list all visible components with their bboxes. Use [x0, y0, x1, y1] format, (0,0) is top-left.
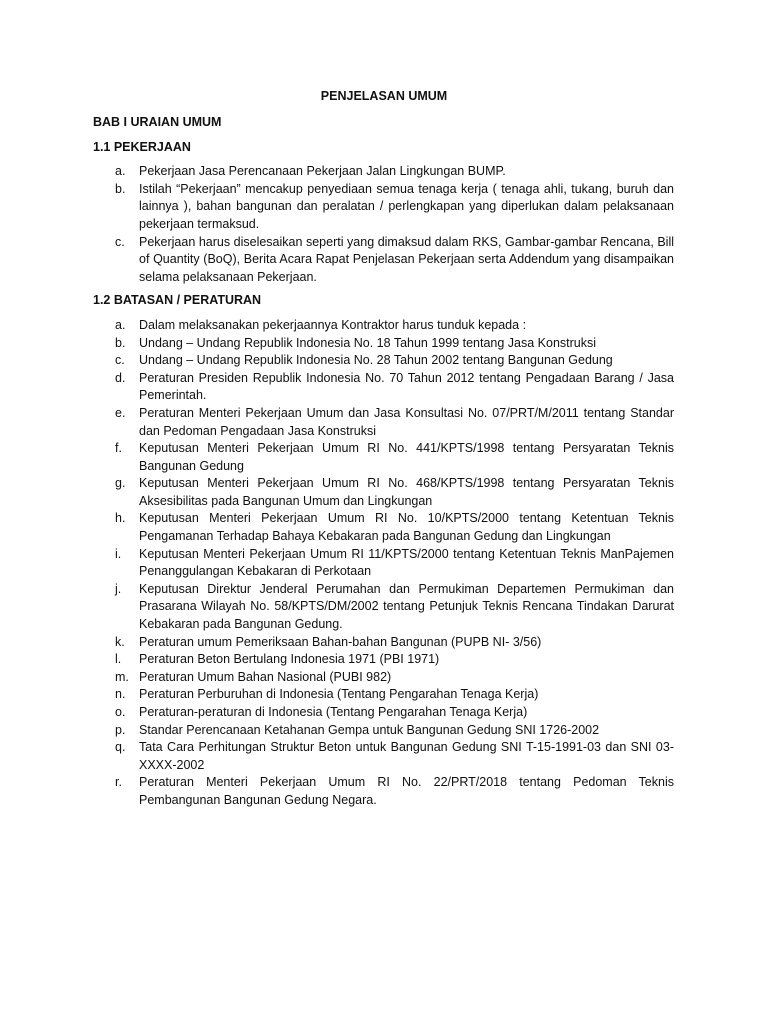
list-item [93, 440, 674, 475]
list-item [93, 634, 674, 652]
list-item-marker: f. [115, 441, 122, 456]
list-item-text: Istilah “Pekerjaan” mencakup penyediaan semua tenaga kerja ( tenaga ahli, tukang, buruh dan lainnya ), bahan bangunan dan peralatan / perlengkapan yang diperlukan dalam pelaksanaan pekerjaan termaksud. [139, 181, 674, 231]
list-item-marker: d. [115, 370, 126, 385]
list-item-marker: h. [115, 511, 126, 526]
list-item-text: Peraturan umum Pemeriksaan Bahan-bahan Bangunan (PUPB NI- 3/56) [139, 634, 542, 649]
list-item [93, 774, 674, 809]
list-item-text: Pekerjaan harus diselesaikan seperti yang dimaksud dalam RKS, Gambar-gambar Rencana, Bill of Quantity (BoQ), Berita Acara Rapat Penjelasan Pekerjaan serta Addendum yang disampaikan selama pelaksanaan Pekerjaan. [139, 234, 674, 284]
pekerjaan-list [93, 163, 674, 286]
list-item-text: Tata Cara Perhitungan Struktur Beton untuk Bangunan Gedung SNI T-15-1991-03 dan SNI 03-XXXX-2002 [139, 740, 674, 772]
list-item [93, 546, 674, 581]
list-item-marker: j. [115, 581, 122, 596]
list-item [93, 704, 674, 722]
list-item [93, 475, 674, 510]
list-item [93, 163, 674, 181]
list-item-text: Peraturan Presiden Republik Indonesia No. 70 Tahun 2012 tentang Pengadaan Barang / Jasa Pemerintah. [139, 370, 674, 403]
chapter-heading: BAB I URAIAN UMUM [93, 115, 222, 129]
section-heading-pekerjaan: 1.1 PEKERJAAN [93, 139, 191, 154]
list-item-text: Keputusan Menteri Pekerjaan Umum RI 11/KPTS/2000 tentang Ketentuan Teknis ManPajemen Penanggulangan Kebakaran di Perkotaan [139, 546, 674, 579]
list-item-marker: b. [115, 181, 126, 196]
list-item [93, 510, 674, 545]
list-item [93, 651, 674, 669]
list-item-marker: c. [115, 234, 125, 249]
list-item-text: Peraturan-peraturan di Indonesia (Tentang Pengarahan Tenaga Kerja) [139, 705, 528, 719]
list-item [93, 669, 674, 687]
list-item [93, 317, 674, 335]
list-item-marker: l. [115, 652, 122, 667]
document-title: PENJELASAN UMUM [320, 89, 448, 103]
document-body [93, 114, 674, 810]
list-item [93, 335, 674, 353]
list-item [93, 352, 674, 370]
list-item-text: Peraturan Umum Bahan Nasional (PUBI 982) [139, 669, 392, 684]
list-item-text: Peraturan Menteri Pekerjaan Umum dan Jasa Konsultasi No. 07/PRT/M/2011 tentang Standar dan Pedoman Pengadaan Jasa Konstruksi [139, 405, 674, 438]
list-item-marker: o. [115, 705, 126, 719]
section-heading-batasan: 1.2 BATASAN / PERATURAN [93, 293, 262, 308]
list-item-text: Keputusan Direktur Jenderal Perumahan dan Permukiman Departemen Permukiman dan Prasarana Wilayah No. 58/KPTS/DM/2002 tentang Petunjuk Teknis Rencana Tindakan Darurat Kebakaran pada Bangunan Gedung. [139, 581, 674, 632]
list-item-marker: a. [115, 164, 126, 179]
list-item-marker: k. [115, 634, 125, 649]
list-item-text: Undang – Undang Republik Indonesia No. 28 Tahun 2002 tentang Bangunan Gedung [139, 353, 613, 368]
list-item [93, 739, 674, 774]
list-item-marker: g. [115, 476, 126, 491]
list-item [93, 234, 674, 287]
list-item-text: Peraturan Perburuhan di Indonesia (Tentang Pengarahan Tenaga Kerja) [139, 687, 539, 702]
list-item-marker: e. [115, 405, 126, 420]
list-item-marker: p. [115, 722, 126, 737]
list-item-marker: q. [115, 740, 126, 755]
list-item-text: Undang – Undang Republik Indonesia No. 18 Tahun 1999 tentang Jasa Konstruksi [139, 335, 597, 350]
list-item-text: Dalam melaksanakan pekerjaannya Kontraktor harus tunduk kepada : [139, 317, 527, 332]
list-item-text: Peraturan Beton Bertulang Indonesia 1971 (PBI 1971) [139, 652, 440, 667]
list-item-marker: m. [115, 669, 129, 684]
list-item-text: Keputusan Menteri Pekerjaan Umum RI No. 441/KPTS/1998 tentang Persyaratan Teknis Bangunan Gedung [139, 441, 674, 473]
list-item-marker: a. [115, 317, 126, 332]
list-item [93, 581, 674, 634]
list-item [93, 722, 674, 740]
list-item-text: Keputusan Menteri Pekerjaan Umum RI No. 468/KPTS/1998 tentang Persyaratan Teknis Aksesibilitas pada Bangunan Umum dan Lingkungan [139, 476, 674, 508]
list-item-text: Keputusan Menteri Pekerjaan Umum RI No. 10/KPTS/2000 tentang Ketentuan Teknis Pengamanan Terhadap Bahaya Kebakaran pada Bangunan Gedung dan Lingkungan [139, 511, 674, 544]
list-item-text: Pekerjaan Jasa Perencanaan Pekerjaan Jalan Lingkungan BUMP. [139, 164, 506, 179]
list-item-marker: b. [115, 335, 126, 350]
batasan-peraturan-list [93, 317, 674, 810]
list-item [93, 405, 674, 440]
list-item [93, 370, 674, 405]
list-item [93, 181, 674, 234]
list-item-text: Standar Perencanaan Ketahanan Gempa untuk Bangunan Gedung SNI 1726-2002 [139, 722, 600, 737]
list-item-text: Peraturan Menteri Pekerjaan Umum RI No. 22/PRT/2018 tentang Pedoman Teknis Pembangunan Bangunan Gedung Negara. [139, 775, 674, 807]
list-item-marker: i. [115, 546, 122, 561]
list-item [93, 686, 674, 704]
list-item-marker: n. [115, 687, 126, 702]
list-item-marker: r. [115, 775, 122, 790]
list-item-marker: c. [115, 353, 125, 368]
